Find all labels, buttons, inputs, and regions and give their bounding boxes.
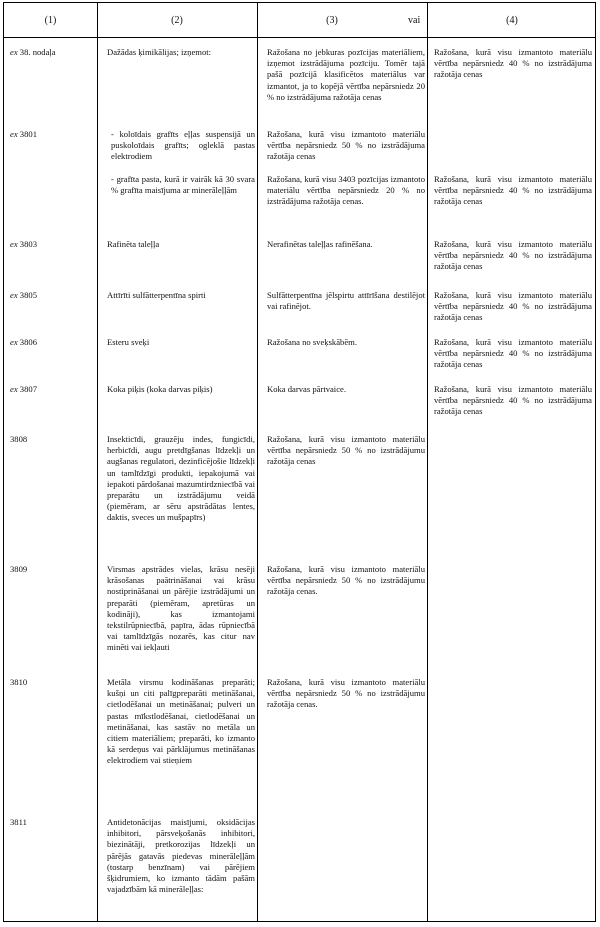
row-rule-col3: Ražošana, kurā visu izmantoto materiālu vērtība nepārsniedz 50 % no izstrādājuma ražotāja cenas (267, 129, 425, 162)
row-code (10, 290, 96, 301)
row-rule-col3: Ražošana no sveķskābēm. (267, 337, 357, 347)
code-number: 3801 (19, 129, 37, 139)
rules-table (3, 2, 596, 922)
header-col2: (2) (171, 14, 183, 26)
row-rule-col3: Koka darvas pārtvaice. (267, 384, 346, 394)
row-description: Metāla virsmu kodināšanas preparāti; kušņi un citi palīgpreparāti metināšanai, cietlodēšanai un metināšanai; pulveri un pastas mīkstlodēšanai, cietlodēšanai un metināšanai, kas sastāv no metāla un citiem materiāliem; preparāti, ko izmanto kā serdeņus vai pārklājumus metināšanas elektrodiem vai stieņiem (107, 677, 255, 766)
code-prefix: ex (10, 384, 18, 394)
code-number: 3811 (10, 817, 27, 827)
row-code (10, 239, 96, 250)
row-code (10, 384, 96, 395)
header-col4: (4) (506, 14, 518, 26)
code-number: 3807 (19, 384, 37, 394)
row-rule-col3: Sulfātterpentīna jēlspirtu attīrīšana destilējot vai rafinējot. (267, 290, 425, 312)
column-divider (97, 3, 98, 921)
row-rule-col4: Ražošana, kurā visu izmantoto materiālu vērtība nepārsniedz 40 % no izstrādājuma ražotāja cenas (434, 337, 592, 370)
code-number: 3810 (10, 677, 28, 687)
row-rule-col4: Ražošana, kurā visu izmantoto materiālu vērtība nepārsniedz 40 % no izstrādājuma ražotāja cenas (434, 290, 592, 323)
row-rule-col4: Ražošana, kurā visu izmantoto materiālu vērtība nepārsniedz 40 % no izstrādājuma ražotāja cenas (434, 384, 592, 417)
column-divider (257, 3, 258, 921)
row-rule-col4: Ražošana, kurā visu izmantoto materiālu vērtība nepārsniedz 40 % no izstrādājuma ražotāja cenas (434, 174, 592, 207)
code-prefix: ex (10, 129, 18, 139)
row-code (10, 564, 96, 575)
row-description: Koka piķis (koka darvas piķis) (107, 384, 213, 394)
row-code (10, 677, 96, 688)
row-code (10, 434, 96, 445)
row-description: Esteru sveķi (107, 337, 150, 347)
code-number: 3808 (10, 434, 28, 444)
row-description: Attīrīti sulfātterpentīna spirti (107, 290, 206, 300)
row-rule-col3: Ražošana no jebkuras pozīcijas materiāliem, izņemot izstrādājuma pozīciju. Tomēr tajā pašā pozīcijā klasificētos materiālus var izmantot, ja to kopējā vērtība nepārsniedz 20 % no izstrādājuma ražotāja cenas (267, 47, 425, 102)
code-number: 3809 (10, 564, 28, 574)
row-code (10, 47, 96, 58)
header-col1: (1) (44, 14, 57, 26)
row-description: - koloīdais grafīts eļļas suspensijā un puskoloīdais grafīts; ogleklā pastas elektrodiem (111, 129, 255, 162)
header-divider (4, 37, 595, 38)
row-rule-col4: Ražošana, kurā visu izmantoto materiālu vērtība nepārsniedz 40 % no izstrādājuma ražotāja cenas (434, 239, 592, 272)
header-vai: vai (408, 14, 421, 26)
code-prefix: ex (10, 47, 18, 57)
code-number: 3806 (19, 337, 37, 347)
row-description: Dažādas ķimikālijas; izņemot: (107, 47, 212, 57)
row-description: Rafinēta taleļļa (107, 239, 160, 249)
row-rule-col3: Ražošana, kurā visu izmantoto materiālu vērtība nepārsniedz 50 % no izstrādājumu ražotāja cenas. (267, 677, 425, 710)
column-divider (427, 3, 428, 921)
row-description: Virsmas apstrādes vielas, krāsu nesēji krāsošanas paātrināšanai vai krāsu nostiprināšanai un pārējie izstrādājumi un preparāti (piemēram, apretūras un kodināji), kas izmantojami tekstilrūpniecībā, papīra, ādas rūpniecībā vai tamlīdzīgās nozarēs, kas citur nav minēti vai iekļauti (107, 564, 255, 653)
row-rule-col3: Ražošana, kurā visu izmantoto materiālu vērtība nepārsniedz 50 % no izstrādājumu ražotāja cenas (267, 434, 425, 467)
row-description: Insekticīdi, grauzēju indes, fungicīdi, herbicīdi, augu pretdīgšanas līdzekļi un augšanas regulatori, dezinficējošie līdzekļi un tamlīdzīgi produkti, iepakojumā vai iepakoti pārdošanai mazumtirdzniecībā vai preparātu un izstrādājumu veidā (piemēram, ar sēru apstrādātas lentes, daktis, sveces un mušpapīrs) (107, 434, 255, 523)
row-rule-col4: Ražošana, kurā visu izmantoto materiālu vērtība nepārsniedz 40 % no izstrādājuma ražotāja cenas (434, 47, 592, 80)
row-description: Antidetonācijas maisījumi, oksidācijas inhibitori, pārsveķošanās inhibitori, biezinātāji, pretkorozijas līdzekļi un pārējās gatavās piedevas minerāleļļām (tostarp benzīnam) vai pārējiem šķidrumiem, ko izmanto tādām pašām vajadzībām kā minerāleļļas: (107, 817, 255, 895)
code-prefix: ex (10, 290, 18, 300)
row-code (10, 337, 96, 348)
row-rule-col3: Ražošana, kurā visu 3403 pozīcijas izmantoto materiālu vērtība nepārsniedz 20 % no izstrādājuma ražotāja cenas. (267, 174, 425, 207)
row-code (10, 817, 96, 828)
row-code (10, 129, 96, 140)
header-col3: (3) (326, 14, 338, 26)
code-number: 3805 (19, 290, 37, 300)
code-number: 3803 (19, 239, 37, 249)
code-prefix: ex (10, 239, 18, 249)
row-rule-col3: Ražošana, kurā visu izmantoto materiālu vērtība nepārsniedz 50 % no izstrādājumu ražotāja cenas. (267, 564, 425, 597)
row-rule-col3: Nerafinētas taleļļas rafinēšana. (267, 239, 373, 249)
code-prefix: ex (10, 337, 18, 347)
row-description: - grafīta pasta, kurā ir vairāk kā 30 svara % grafīta maisījuma ar minerāleļļām (111, 174, 255, 196)
code-number: 38. nodaļa (19, 47, 56, 57)
